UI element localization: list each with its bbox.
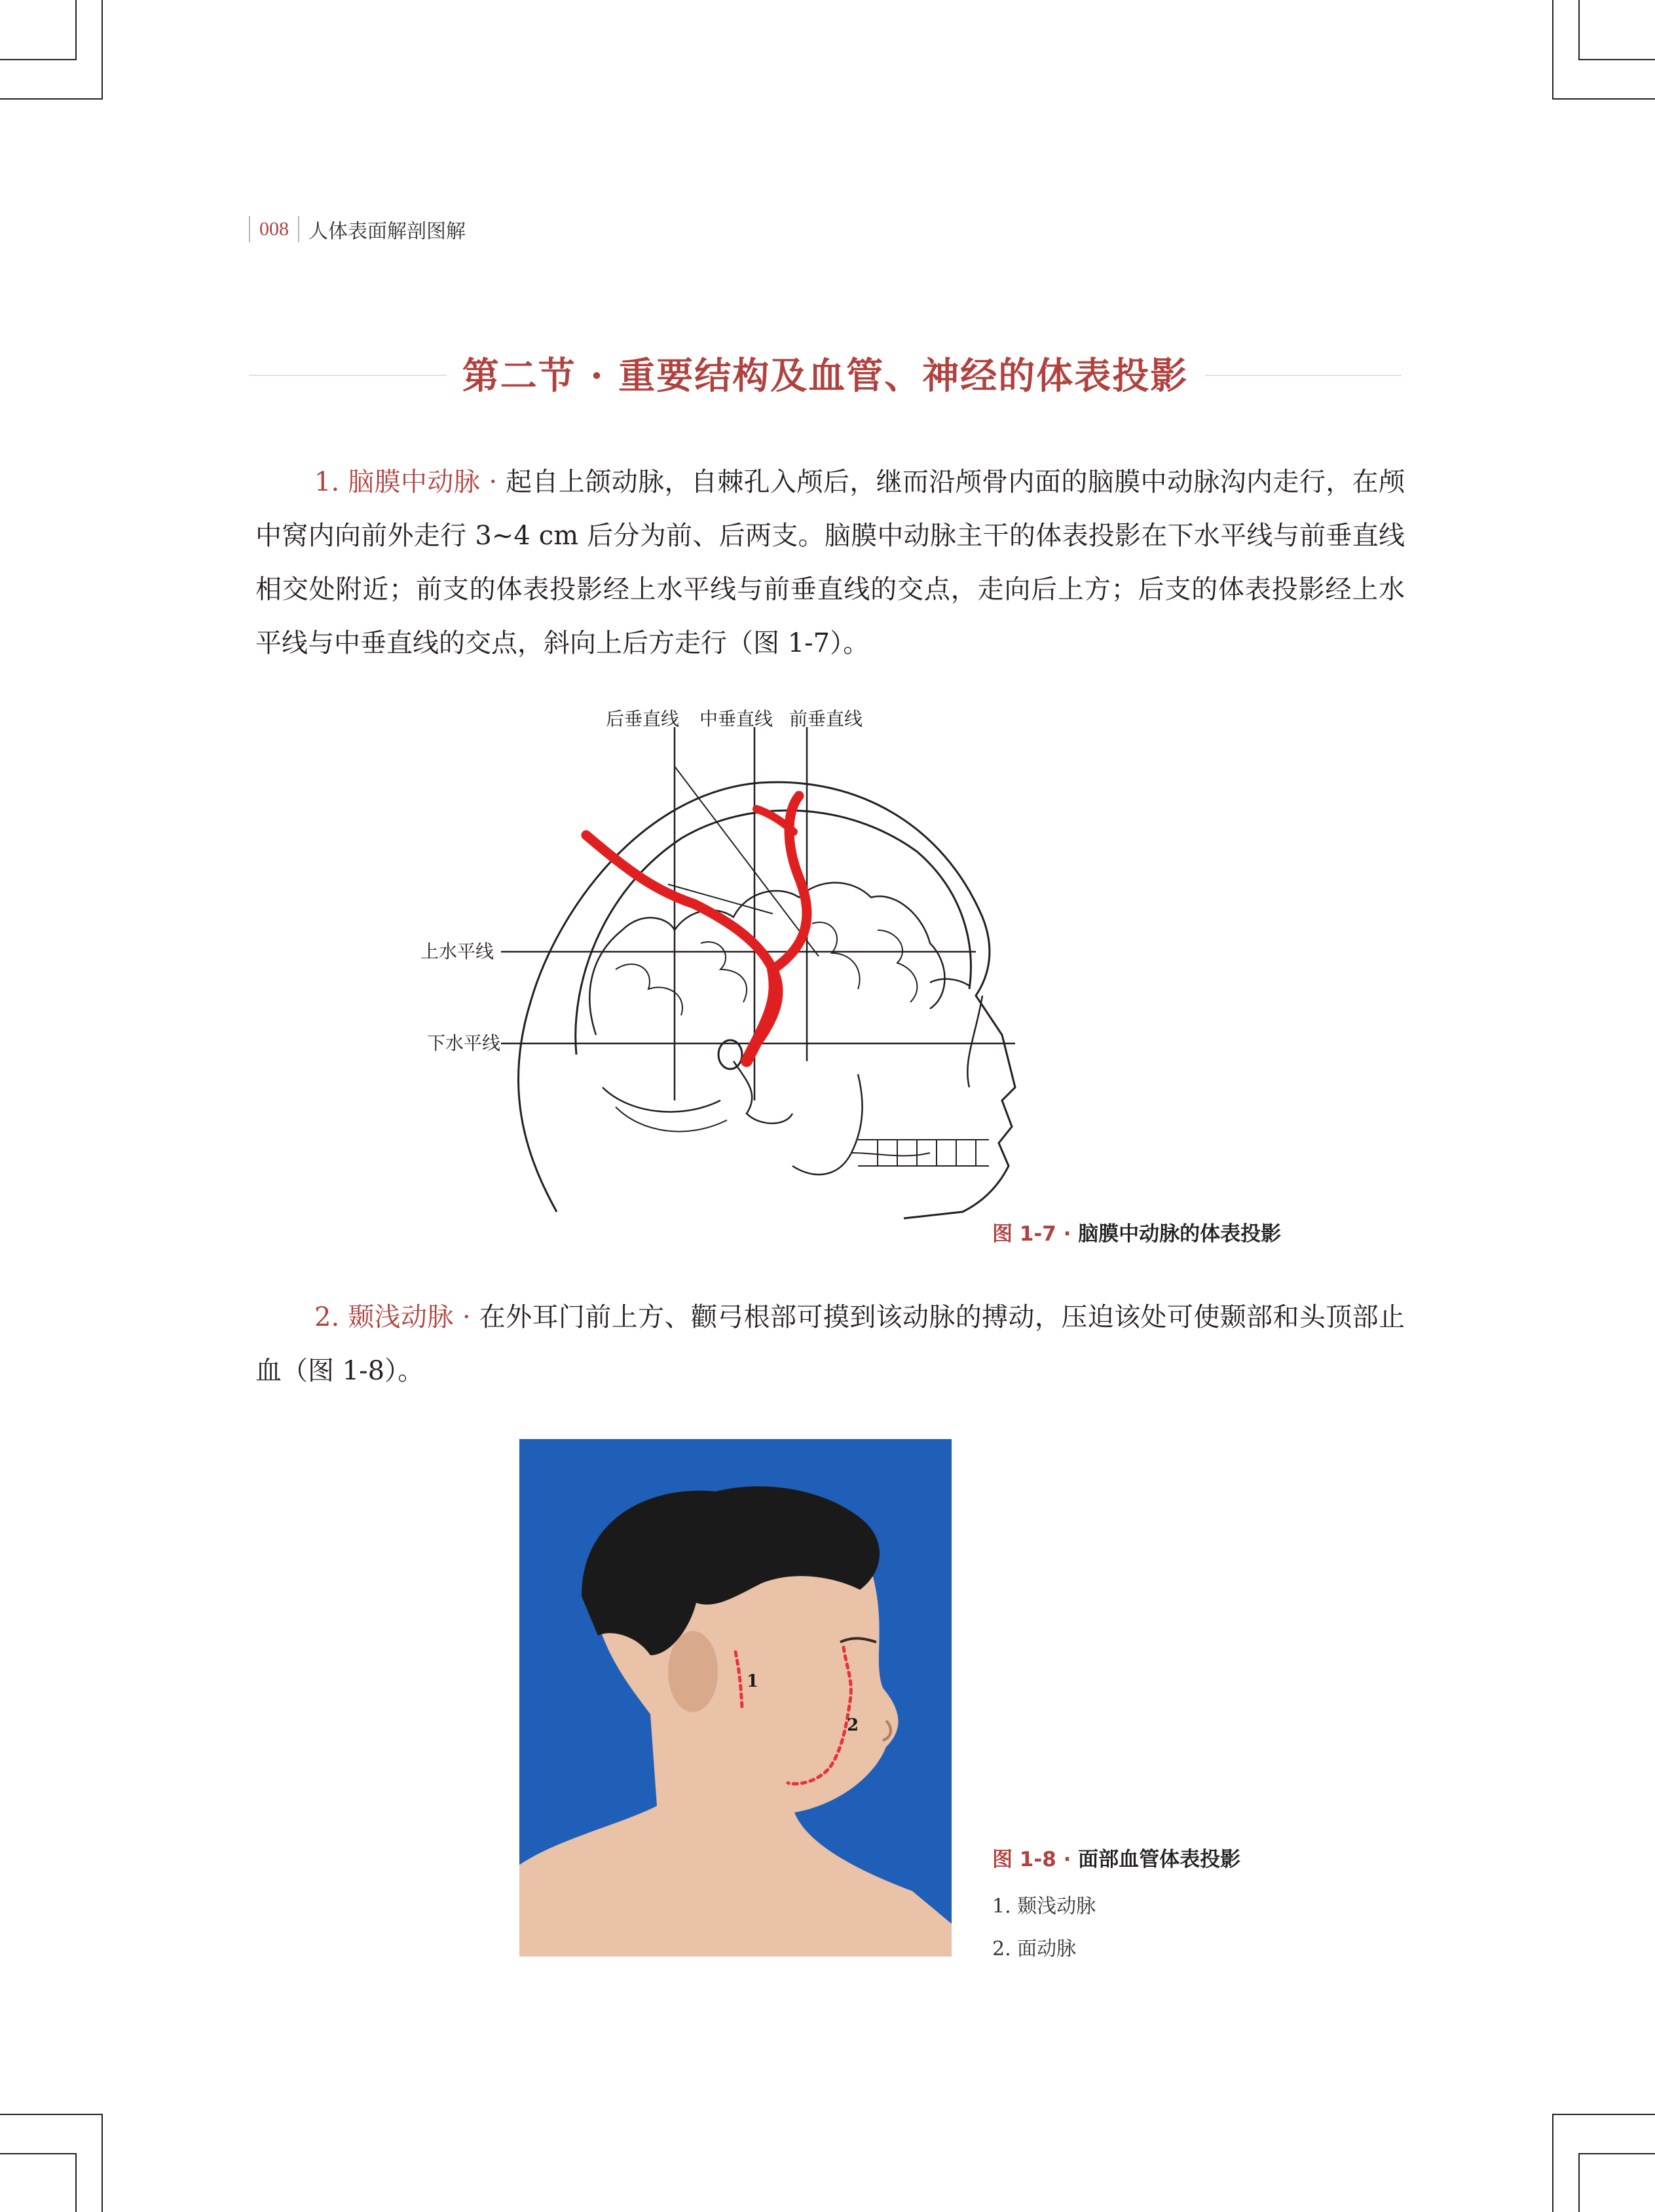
paragraph-heading: 2. 颞浅动脉 · (314, 1302, 479, 1332)
teeth (878, 1140, 976, 1166)
crop-mark (75, 2153, 77, 2212)
artery-trunk (747, 969, 775, 1061)
crop-mark (75, 0, 77, 60)
figure-number: 图 1-8 · (992, 1848, 1079, 1871)
brain-gyrus (616, 964, 682, 1015)
label-lower-horizontal: 下水平线 (427, 1032, 501, 1054)
figure-number: 图 1-7 · (992, 1222, 1079, 1246)
section-title: 第二节 · 重要结构及血管、神经的体表投影 (249, 347, 1402, 400)
crop-mark (0, 59, 75, 60)
teeth-line (851, 1153, 930, 1155)
ear-canal (718, 1040, 742, 1069)
mark-2: 2 (847, 1715, 859, 1735)
label-middle-vertical: 中垂直线 (699, 708, 773, 730)
crop-mark (1553, 2114, 1655, 2115)
section-header (249, 347, 1402, 400)
artery-posterior-branch (586, 835, 778, 1048)
mark-1: 1 (747, 1672, 759, 1691)
figure-caption (992, 1843, 1240, 1872)
crop-mark (1552, 0, 1553, 100)
figure-title: 面部血管体表投影 (1078, 1848, 1241, 1871)
figure-caption (992, 1217, 1281, 1247)
crop-mark (102, 2114, 103, 2212)
crop-mark (0, 2114, 102, 2115)
label-anterior-vertical: 前垂直线 (789, 708, 863, 730)
crop-mark (1578, 0, 1580, 60)
legend-item: 1. 颞浅动脉 (992, 1895, 1096, 1918)
brain-gyrus (878, 930, 917, 1002)
cerebellum (603, 1087, 720, 1112)
crop-mark (1553, 98, 1655, 100)
running-head (249, 210, 466, 249)
body-paragraph (255, 455, 1405, 670)
body-paragraph (255, 1290, 1405, 1398)
figure-title: 脑膜中动脉的体表投影 (1078, 1222, 1282, 1246)
zygomatic-arch (734, 1061, 792, 1123)
head-outline (518, 782, 1015, 1218)
brain-gyrus (812, 922, 860, 989)
paragraph-heading: 1. 脑膜中动脉 · (314, 467, 506, 497)
page-number: 008 (259, 218, 289, 240)
person-ear (668, 1631, 718, 1712)
paragraph-text: 起自上颌动脉，自棘孔入颅后，继而沿颅骨内面的脑膜中动脉沟内走行，在颅中窝内向前外走行 3~4 cm 后分为前、后两支。脑膜中动脉主干的体表投影在下水平线与前垂直线相交处附近；前支的体表投影经上水平线与前垂直线的交点，走向后上方；后支的体表投影经上水平线与中垂直线的交点，斜向上后方走行（图 1-7）。 (255, 467, 1405, 658)
label-upper-horizontal: 上水平线 (420, 941, 494, 962)
label-posterior-vertical: 后垂直线 (606, 708, 680, 730)
divider (298, 216, 299, 242)
face-profile (967, 996, 982, 1087)
eye (930, 979, 969, 986)
crop-mark (0, 2153, 75, 2154)
mandible (792, 1074, 863, 1174)
meningeal-artery-diagram (406, 694, 1035, 1251)
crop-mark (1552, 2114, 1553, 2212)
crop-mark (1580, 59, 1655, 60)
paragraph-text: 在外耳门前上方、颧弓根部可摸到该动脉的搏动，压迫该处可使颞部和头顶部止血（图 1-8）。 (255, 1302, 1405, 1386)
legend-item: 2. 面动脉 (992, 1938, 1077, 1960)
crop-mark (0, 98, 102, 100)
crop-mark (1578, 2153, 1580, 2212)
face-vessels-photo (519, 1439, 952, 1957)
crop-mark (1580, 2153, 1655, 2154)
cerebellum (616, 1107, 727, 1131)
crop-mark (102, 0, 103, 100)
divider (249, 216, 250, 242)
book-title: 人体表面解剖图解 (308, 220, 466, 243)
